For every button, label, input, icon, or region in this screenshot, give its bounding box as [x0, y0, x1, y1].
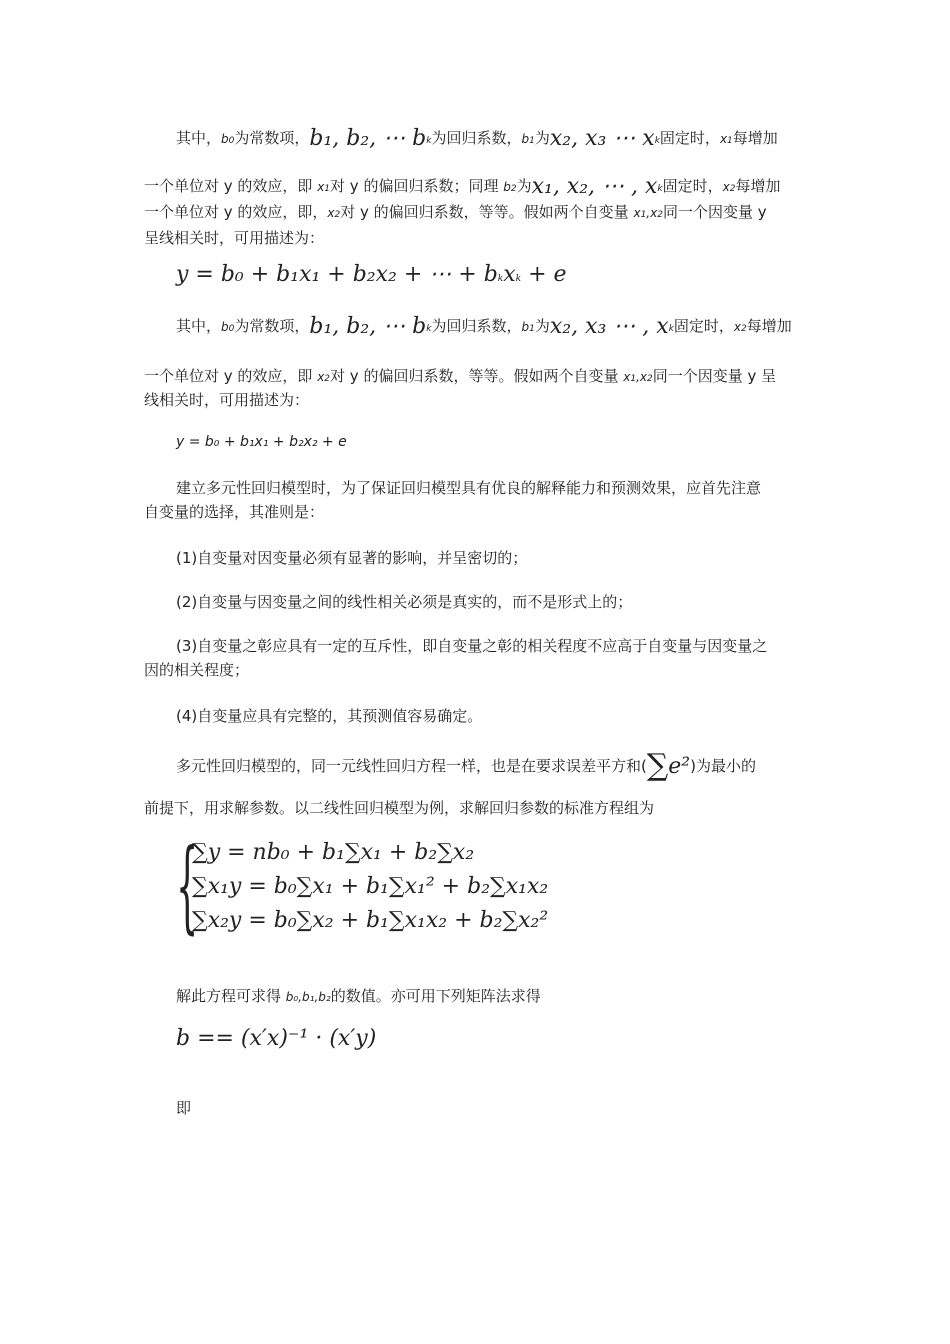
paragraph-4-line-1 — [144, 364, 809, 391]
subscript: 2 — [741, 324, 747, 334]
text: 对 y 的偏回归系数，等等。假如两个自变量 — [340, 203, 634, 221]
paragraph-3 — [144, 314, 841, 341]
var-b: b — [521, 320, 530, 334]
paragraph-6-line-2 — [144, 796, 809, 820]
equation-text: + e — [521, 262, 567, 287]
var-b-list: b₀,b₁,b₂ — [285, 990, 331, 1004]
var-x: x — [633, 206, 641, 220]
paragraph-2-line-3 — [144, 226, 809, 250]
paragraph-5-line-1 — [144, 476, 841, 500]
text: (2)自变量与因变量之间的线性相关必须是真实的，而不是形式上的； — [176, 593, 633, 611]
subscript: k — [497, 274, 504, 284]
subscript: 1 — [529, 136, 535, 146]
paragraph-1 — [144, 126, 841, 153]
list-item — [144, 546, 841, 570]
text: 其中， — [176, 129, 222, 147]
text: 即 — [176, 1099, 192, 1117]
text: 其中， — [176, 317, 222, 335]
equation-linear-model — [176, 262, 567, 287]
var-b: b — [221, 320, 229, 334]
math-variables: x₂, x₃ ⋯ x — [549, 126, 655, 151]
left-brace-icon: { — [176, 827, 199, 944]
text: 为常数项， — [234, 129, 310, 147]
text: 每增加 — [732, 129, 778, 147]
var-x: x — [317, 370, 325, 384]
paragraph-8 — [144, 1096, 841, 1120]
text: 一个单位对 y 的效应，即， — [144, 203, 328, 221]
text: 同一个因变量 y 呈 — [652, 367, 777, 385]
equation-row: ∑y = nb₀ + b₁∑x₁ + b₂∑x₂ — [192, 840, 475, 865]
text: 因的相关程度； — [144, 661, 250, 679]
var-x: x — [733, 320, 742, 334]
list-item-continuation — [144, 658, 809, 682]
text: 每增加 — [735, 177, 781, 195]
text: 每增加 — [746, 317, 792, 335]
paragraph-6-line-1 — [144, 748, 841, 783]
equation-text: b == (x′x)⁻¹ · (x′y) — [176, 1026, 377, 1051]
math-variables: x₂, x₃ ⋯ , x — [549, 314, 669, 339]
subscript: k — [515, 274, 522, 284]
list-item — [144, 590, 841, 614]
sigma-symbol: ∑ — [646, 748, 669, 783]
subscript: k — [426, 136, 432, 146]
text: 同一个因变量 y — [662, 203, 767, 221]
text: 为 — [516, 177, 532, 195]
text: 一个单位对 y 的效应，即 — [144, 367, 318, 385]
math-coefficients: b₁, b₂, ⋯ b — [309, 314, 427, 339]
text: 为 — [534, 129, 550, 147]
subscript: 2 — [324, 374, 331, 384]
subscript: 2 — [334, 210, 341, 220]
text: 呈线相关时，可用描述为： — [144, 229, 325, 247]
text: (3)自变量之彰应具有一定的互斥性，即自变量之彰的相关程度不应高于自变量与因变量之 — [176, 637, 768, 655]
text: 解此方程可求得 — [176, 987, 286, 1005]
var-b: b — [521, 132, 530, 146]
equation-two-variable — [176, 434, 347, 450]
text: 多元性回归模型的，同一元线性回归方程一样，也是在要求误差平方和( — [176, 757, 647, 775]
subscript: 2 — [729, 184, 736, 194]
var-x: ,x — [636, 370, 647, 384]
text: 自变量的选择，其准则是： — [144, 503, 325, 521]
subscript: 1 — [324, 184, 331, 194]
text: (1)自变量对因变量必须有显著的影响，并呈密切的； — [176, 549, 528, 567]
subscript: 1 — [727, 136, 733, 146]
text: 为回归系数， — [431, 317, 522, 335]
text: 固定时， — [659, 129, 720, 147]
equation-text: x — [503, 262, 516, 287]
text: 线相关时，可用描述为： — [144, 391, 310, 409]
text: 为回归系数， — [431, 129, 522, 147]
subscript: 0 — [228, 136, 235, 146]
paragraph-4-line-2 — [144, 388, 809, 412]
subscript: 2 — [646, 374, 653, 384]
equation-text: y = b₀ + b₁x₁ + b₂x₂ + e — [176, 434, 347, 450]
var-b: b — [221, 132, 229, 146]
equation-matrix — [176, 1026, 376, 1051]
subscript: 1 — [529, 324, 535, 334]
var-x: ,x — [646, 206, 658, 220]
text: 为 — [534, 317, 550, 335]
normal-equation-system — [176, 827, 549, 946]
subscript: k — [657, 184, 663, 194]
list-item — [144, 704, 841, 728]
list-item — [144, 634, 841, 658]
math-variables: x₁, x₂, ⋯ , x — [531, 174, 658, 199]
subscript: 1 — [630, 374, 637, 384]
equation-row: ∑x₂y = b₀∑x₂ + b₁∑x₁x₂ + b₂∑x₂² — [192, 908, 549, 933]
text: (4)自变量应具有完整的，其预测值容易确定。 — [176, 707, 483, 725]
math-coefficients: b₁, b₂, ⋯ b — [309, 126, 427, 151]
paragraph-2-line-2 — [144, 200, 809, 227]
subscript: k — [654, 136, 660, 146]
var-x: x — [317, 180, 325, 194]
subscript: k — [426, 324, 432, 334]
text: 固定时， — [662, 177, 723, 195]
text: 为常数项， — [234, 317, 310, 335]
var-b: b — [503, 180, 511, 194]
equation-text: y = b₀ + b₁x₁ + b₂x₂ + ⋯ + b — [176, 262, 498, 287]
var-x: x — [623, 370, 631, 384]
subscript: 0 — [228, 324, 235, 334]
paragraph-7 — [144, 984, 841, 1009]
text: 对 y 的偏回归系数，等等。假如两个自变量 — [330, 367, 624, 385]
subscript: 2 — [657, 210, 663, 220]
text: 的数值。亦可用下列矩阵法求得 — [330, 987, 541, 1005]
equation-row: ∑x₁y = b₀∑x₁ + b₁∑x₁² + b₂∑x₁x₂ — [192, 874, 549, 899]
var-x: x — [722, 180, 730, 194]
text: )为最小的 — [690, 757, 756, 775]
text: 一个单位对 y 的效应，即 — [144, 177, 318, 195]
var-x: x — [719, 132, 728, 146]
subscript: k — [668, 324, 674, 334]
subscript: 1 — [640, 210, 647, 220]
text: 固定时， — [673, 317, 734, 335]
subscript: 2 — [510, 184, 517, 194]
var-x: x — [327, 206, 335, 220]
text: 前提下，用求解参数。以二线性回归模型为例，求解回归参数的标准方程组为 — [144, 799, 655, 817]
paragraph-5-line-2 — [144, 500, 809, 524]
paragraph-2-line-1 — [144, 174, 809, 201]
text: 建立多元性回归模型时，为了保证回归模型具有优良的解释能力和预测效果，应首先注意 — [176, 479, 762, 497]
math-e-squared: e² — [668, 754, 691, 779]
text: 对 y 的偏回归系数；同理 — [330, 177, 504, 195]
